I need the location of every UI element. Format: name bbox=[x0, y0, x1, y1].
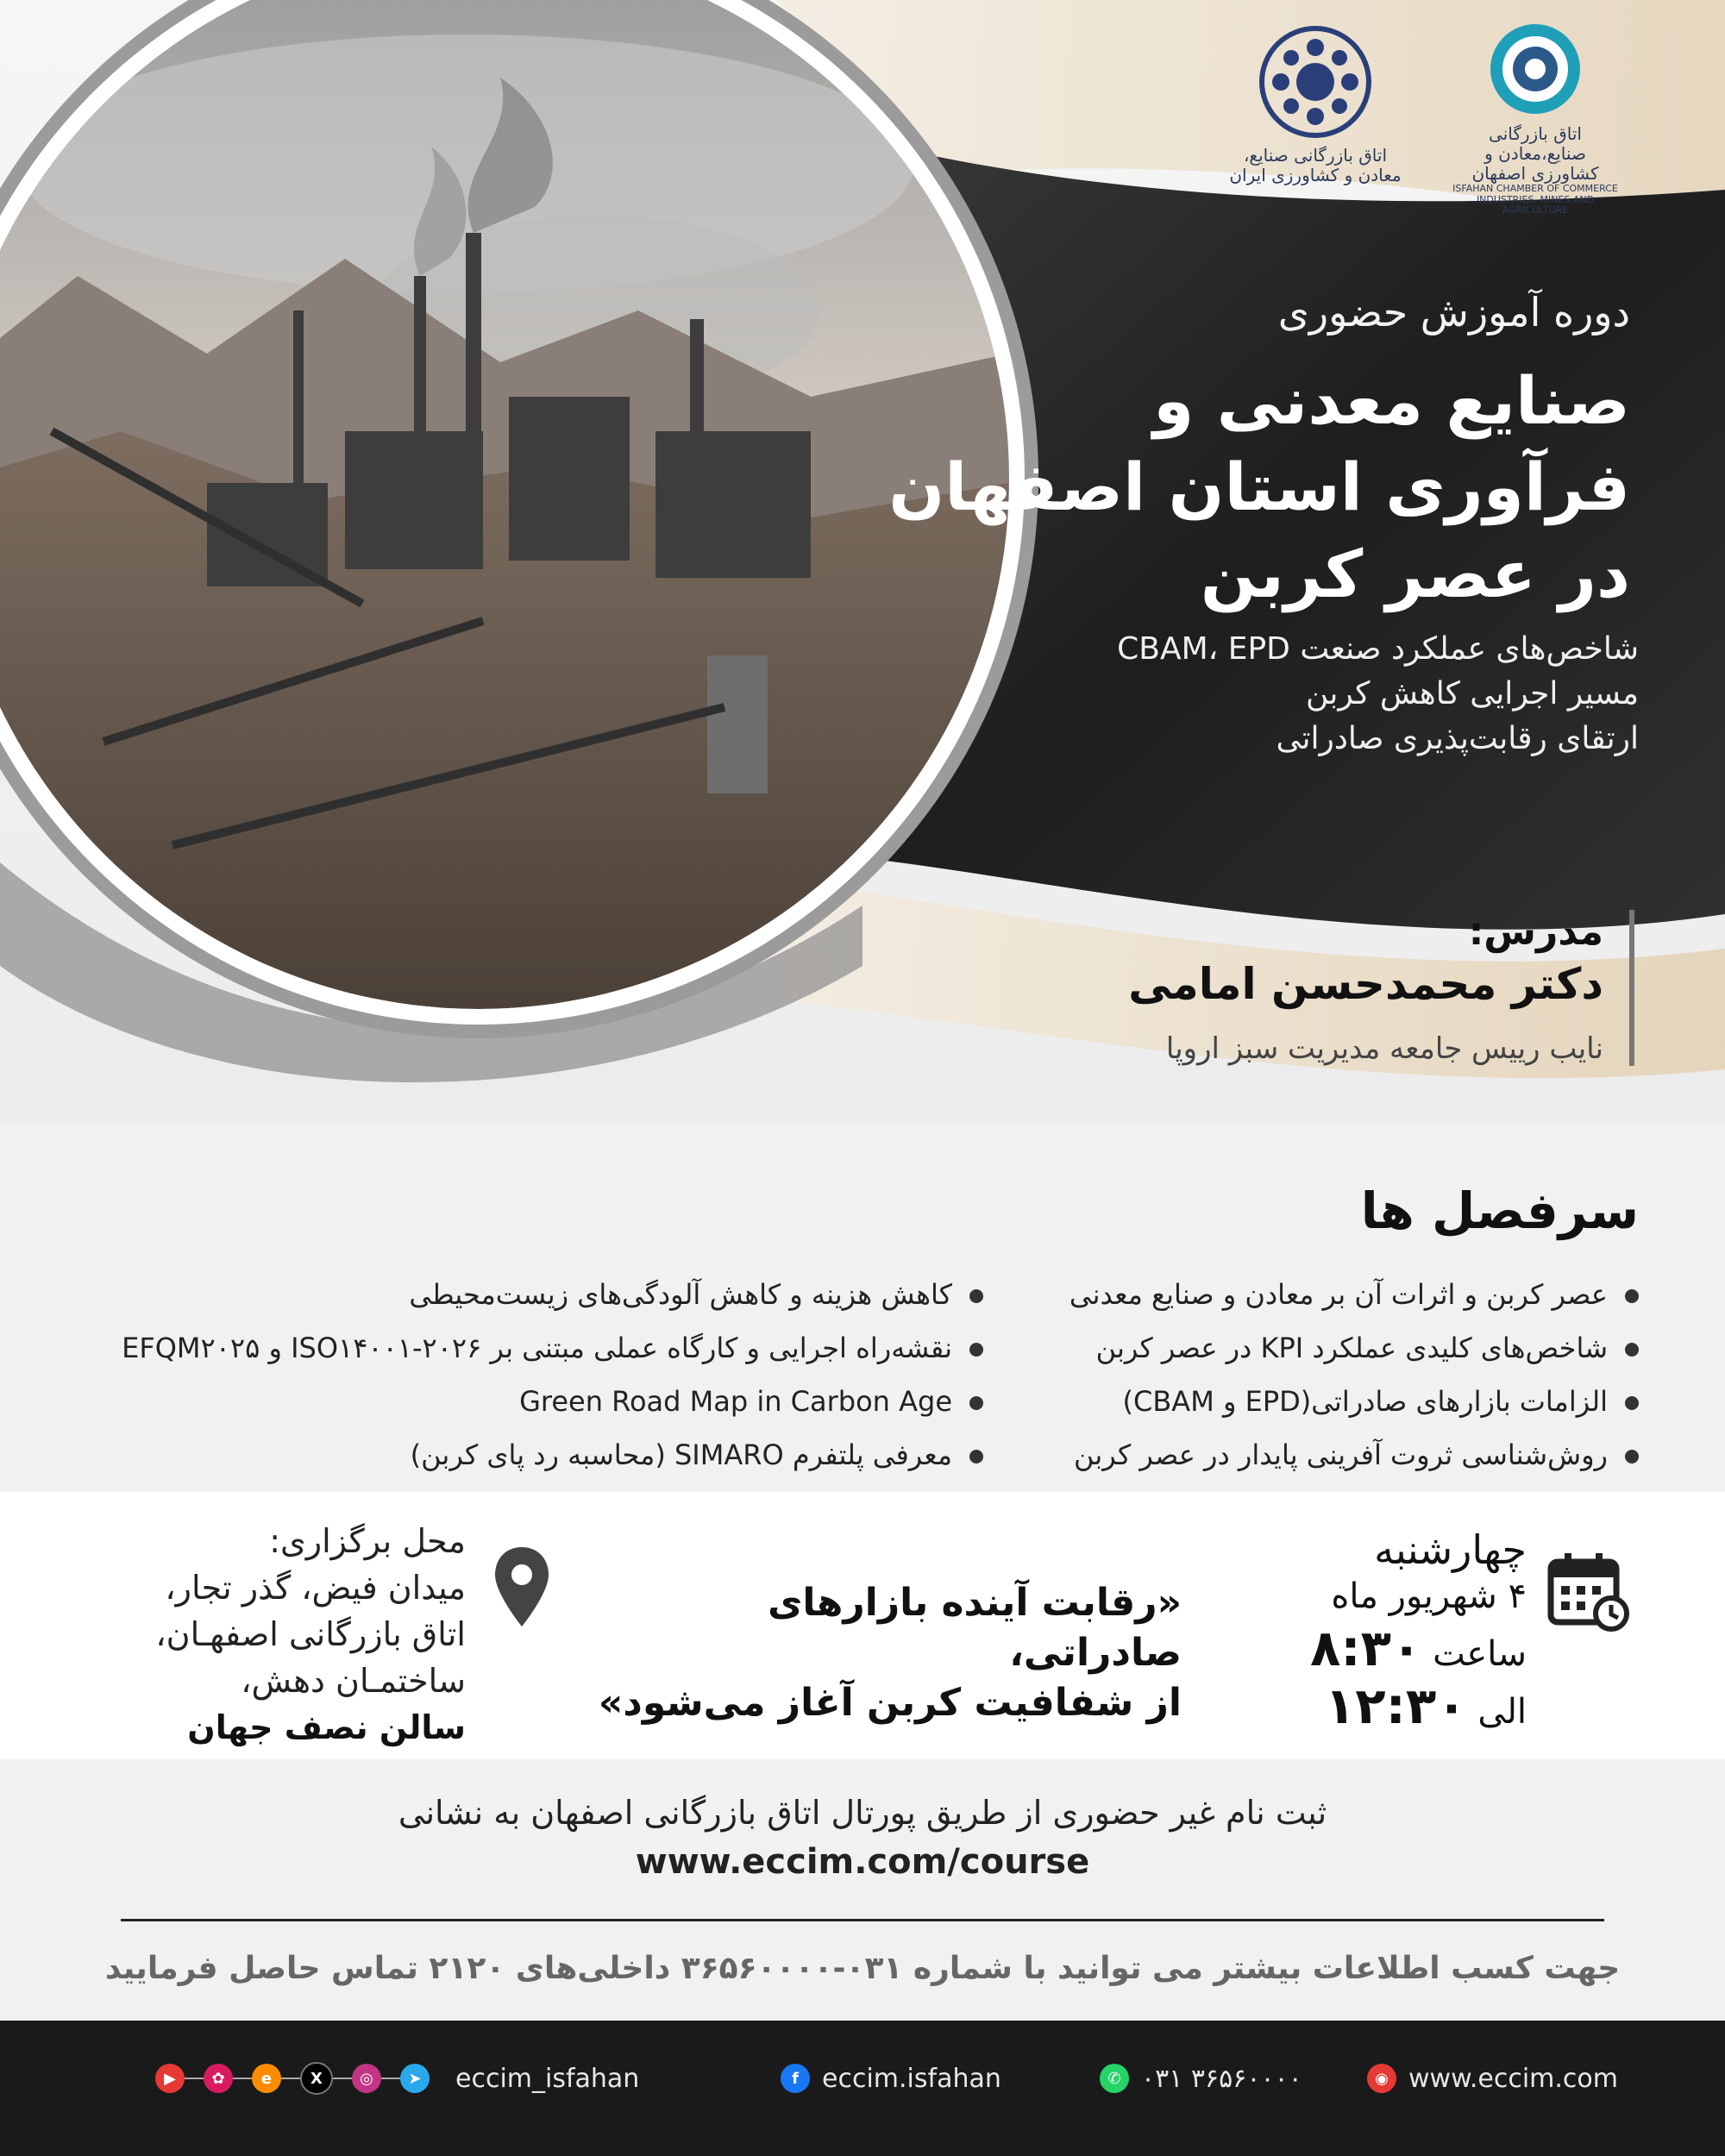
social-icon-chain bbox=[155, 2062, 430, 2095]
topic-text: عصر کربن و اثرات آن بر معادن و صنایع معدنی bbox=[1069, 1278, 1608, 1311]
topic-item bbox=[983, 1321, 1639, 1375]
website-url: www.eccim.com bbox=[1408, 2063, 1619, 2094]
social-links bbox=[155, 2057, 639, 2100]
time-start: ۸:۳۰ bbox=[1310, 1619, 1422, 1677]
venue-hall: سالن نصف جهان bbox=[187, 1708, 466, 1746]
social-handle[interactable]: eccim_isfahan bbox=[455, 2063, 640, 2094]
iccima-logo bbox=[1225, 22, 1406, 185]
topic-text: نقشه‌راه اجرایی و کارگاه عملی مبتنی بر ISO۱۴۰۰۱-۲۰۲۶ و EFQM۲۰۲۵ bbox=[122, 1332, 952, 1364]
topic-item bbox=[52, 1321, 983, 1375]
telegram-icon[interactable]: ➤ bbox=[400, 2064, 430, 2093]
topic-item bbox=[983, 1428, 1639, 1482]
subtitle-line: ارتقای رقابت‌پذیری صادراتی bbox=[1276, 721, 1639, 757]
aparat-icon[interactable]: ✿ bbox=[204, 2064, 233, 2093]
course-title-line3: در عصر کربن bbox=[1200, 535, 1630, 612]
contact-text: جهت کسب اطلاعات بیشتر می توانید با شماره ۰۳۱-۳۶۵۶۰۰۰۰ داخلی‌های ۲۱۲۰ تماس حاصل فرمایید bbox=[104, 1951, 1621, 1986]
chain-connector bbox=[381, 2078, 400, 2079]
topic-item bbox=[983, 1268, 1639, 1321]
instagram-icon[interactable]: ◎ bbox=[352, 2064, 381, 2093]
bullet-icon bbox=[969, 1289, 983, 1303]
venue-line: اتاق بازرگانی اصفهـان، bbox=[155, 1615, 466, 1653]
instructor-role: مدرس: bbox=[1468, 910, 1603, 954]
event-schedule bbox=[1310, 1526, 1527, 1735]
isfahan-chamber-emblem-icon bbox=[1449, 17, 1622, 121]
registration-block bbox=[0, 1794, 1725, 1882]
course-kicker: دوره آموزش حضوری bbox=[1277, 289, 1630, 335]
topics-left-column bbox=[52, 1268, 983, 1482]
time-label: ساعت bbox=[1433, 1634, 1527, 1674]
bullet-icon bbox=[969, 1396, 983, 1410]
calendar-icon bbox=[1544, 1548, 1630, 1634]
isfahan-chamber-caption-en: ISFAHAN CHAMBER OF COMMERCE INDUSTRIES, MINES AND AGRICULTURE bbox=[1452, 183, 1618, 216]
course-title bbox=[854, 358, 1630, 617]
time-to-label: الی bbox=[1477, 1692, 1527, 1732]
topic-text: کاهش هزینه و کاهش آلودگی‌های زیست‌محیطی bbox=[409, 1278, 952, 1311]
bullet-icon bbox=[1625, 1343, 1639, 1357]
quote-line2: از شفافیت کربن آغاز می‌شود» bbox=[598, 1681, 1182, 1725]
topic-text: الزامات بازارهای صادراتی(EPD و CBAM) bbox=[1122, 1385, 1608, 1418]
registration-link[interactable]: www.eccim.com/course bbox=[635, 1842, 1090, 1882]
event-quote bbox=[595, 1578, 1182, 1728]
x-icon[interactable]: X bbox=[300, 2062, 333, 2095]
iccima-caption: اتاق بازرگانی صنایع، معادن و کشاورزی ایران bbox=[1229, 145, 1402, 185]
iccima-emblem-icon bbox=[1225, 22, 1406, 142]
topic-text: روش‌شناسی ثروت آفرینی پایدار در عصر کربن bbox=[1074, 1438, 1608, 1471]
topic-item bbox=[983, 1375, 1639, 1428]
topic-text: معرفی پلتفرم SIMARO (محاسبه رد پای کربن) bbox=[410, 1438, 952, 1471]
course-title-line2: فرآوری استان اصفهان bbox=[888, 448, 1630, 526]
topic-item bbox=[52, 1375, 983, 1428]
isfahan-chamber-caption-fa: اتاق بازرگانی صنایع،معادن و کشاورزی اصفهان bbox=[1471, 123, 1599, 184]
chain-connector bbox=[333, 2078, 352, 2079]
bullet-icon bbox=[969, 1450, 983, 1463]
website-link[interactable] bbox=[1367, 2057, 1618, 2100]
chain-connector bbox=[281, 2078, 300, 2079]
course-title-line1: صنایع معدنی و bbox=[1153, 362, 1630, 439]
globe-icon: ◉ bbox=[1367, 2064, 1396, 2093]
time-end: ۱۲:۳۰ bbox=[1324, 1677, 1467, 1735]
registration-text: ثبت نام غیر حضوری از طریق پورتال اتاق بازرگانی اصفهان به نشانی bbox=[398, 1794, 1327, 1832]
course-subtitle bbox=[966, 627, 1639, 762]
event-day: چهارشنبه bbox=[1374, 1526, 1527, 1573]
bullet-icon bbox=[1625, 1289, 1639, 1303]
event-date: ۴ شهریور ماه bbox=[1331, 1576, 1527, 1616]
divider bbox=[121, 1919, 1604, 1921]
topic-text: Green Road Map in Carbon Age bbox=[519, 1385, 952, 1418]
phone-link[interactable] bbox=[1100, 2057, 1302, 2100]
facebook-link[interactable] bbox=[781, 2057, 1001, 2100]
venue-label: محل برگزاری: bbox=[269, 1522, 466, 1560]
bullet-icon bbox=[1625, 1396, 1639, 1410]
topics-heading: سرفصل ها bbox=[1360, 1181, 1639, 1240]
location-pin-icon bbox=[492, 1544, 552, 1630]
topic-item bbox=[52, 1268, 983, 1321]
facebook-handle: eccim.isfahan bbox=[822, 2063, 1001, 2094]
eitaa-icon[interactable]: e bbox=[252, 2064, 281, 2093]
subtitle-line: مسیر اجرایی کاهش کربن bbox=[1305, 676, 1639, 712]
instructor-title: نایب رییس جامعه مدیریت سبز اروپا bbox=[1165, 1031, 1603, 1066]
instructor-block bbox=[1086, 910, 1634, 1066]
venue-line: میدان فیض، گذر تجار، bbox=[165, 1569, 466, 1607]
topic-text: شاخص‌های کلیدی عملکرد KPI در عصر کربن bbox=[1095, 1332, 1608, 1364]
topic-item bbox=[52, 1428, 983, 1482]
topics-right-column bbox=[983, 1268, 1639, 1482]
facebook-icon: f bbox=[781, 2064, 810, 2093]
event-venue bbox=[104, 1518, 466, 1751]
chain-connector bbox=[185, 2078, 204, 2079]
isfahan-chamber-logo bbox=[1449, 17, 1622, 216]
instructor-name: دکتر محمدحسن امامی bbox=[1128, 959, 1603, 1009]
whatsapp-icon: ✆ bbox=[1100, 2064, 1129, 2093]
youtube-icon[interactable]: ▶ bbox=[155, 2064, 185, 2093]
chain-connector bbox=[233, 2078, 252, 2079]
subtitle-line: شاخص‌های عملکرد صنعت CBAM، EPD bbox=[1117, 631, 1639, 667]
bullet-icon bbox=[969, 1343, 983, 1357]
venue-line: ساختمـان دهش، bbox=[241, 1662, 466, 1700]
quote-line1: «رقابت آینده بازارهای صادراتی، bbox=[768, 1581, 1182, 1675]
phone-number: ۰۳۱ ۳۶۵۶۰۰۰۰ bbox=[1141, 2063, 1302, 2094]
bullet-icon bbox=[1625, 1450, 1639, 1463]
